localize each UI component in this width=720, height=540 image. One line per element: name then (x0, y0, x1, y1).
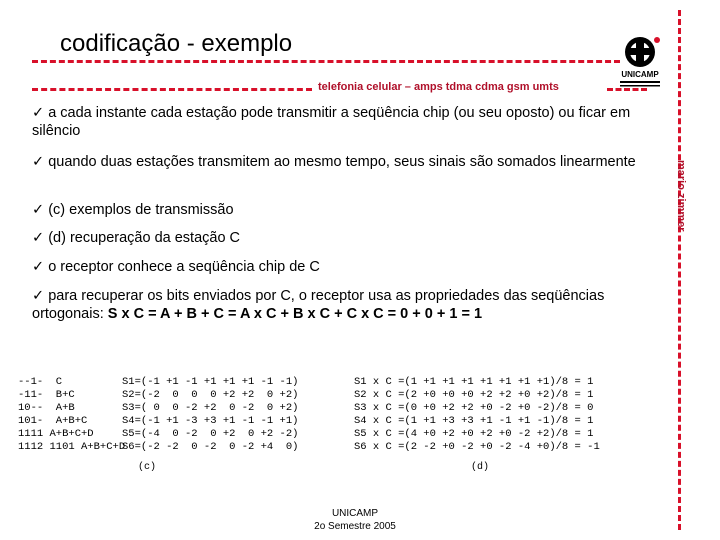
slide-subtitle: telefonia celular – amps tdma cdma gsm umts (318, 81, 559, 93)
example-d-recovery: S1 x C =(1 +1 +1 +1 +1 +1 +1 +1)/8 = 1 S2 x C =(2 +0 +0 +0 +2 +2 +0 +2)/8 = 1 S3 x C =(0 +0 +2 +2 +0 -2 +0 -2)/8 = 0 S4 x C =(1 +1 +3 +3 +1 -1 +1 -1)/8 = 1 S5 x C =(4 +0 +2 +0 +2 +0 -2 +2)/8 = 1 S6 x C =(2 -2 +0 -2 +0 -2 -4 +0)/8 = -1 (354, 376, 600, 453)
footer (300, 507, 410, 533)
bullet-item: ✓ quando duas estações transmitem ao mesmo tempo, seus sinais são somados linearmente (32, 154, 636, 170)
orthogonal-formula: S x C = A + B + C = A x C + B x C + C x C = 0 + 0 + 1 = 1 (107, 306, 483, 322)
bullet-item: ✓ (c) exemplos de transmissão (32, 202, 234, 218)
caption-c: (c) (138, 462, 157, 473)
subtitle-rule-left (32, 88, 312, 91)
side-author-label: mario zimmer (675, 160, 687, 232)
bullet-item: ✓ (d) recuperação da estação C (32, 230, 241, 246)
bullet-item: ✓ para recuperar os bits enviados por C, o receptor usa as propriedades das seqüências ortogonais: S x C = A + B + C = A x C + B x C + C x C = 0 + 0 + 1 = 1 (32, 288, 605, 322)
caption-d: (d) (471, 462, 490, 473)
footer-institution: UNICAMP (331, 508, 379, 519)
slide-title: codificação - exemplo (60, 30, 293, 57)
svg-text:UNICAMP: UNICAMP (621, 70, 659, 79)
bullet-item: ✓ o receptor conhece a seqüência chip de C (32, 259, 320, 275)
right-dashed-rule (678, 10, 681, 530)
bullet-item: ✓ a cada instante cada estação pode transmitir a seqüência chip (ou seu oposto) ou ficar em silêncio (32, 105, 631, 139)
footer-semester: 2o Semestre 2005 (314, 521, 396, 532)
example-c-left: --1- C -11- B+C 10-- A+B 101- A+B+C 1111 A+B+C+D 1112 1101 A+B+C+D (18, 376, 126, 453)
top-dashed-rule (32, 60, 620, 63)
unicamp-logo (610, 30, 670, 96)
example-c-sums: S1=(-1 +1 -1 +1 +1 +1 -1 -1) S2=(-2 0 0 0 +2 +2 0 +2) S3=( 0 0 -2 +2 0 -2 0 +2) S4=(-1 +1 -3 +3 +1 -1 -1 +1) S5=(-4 0 -2 0 +2 0 +2 -2) S6=(-2 -2 0 -2 0 -2 +4 0) (122, 376, 299, 453)
